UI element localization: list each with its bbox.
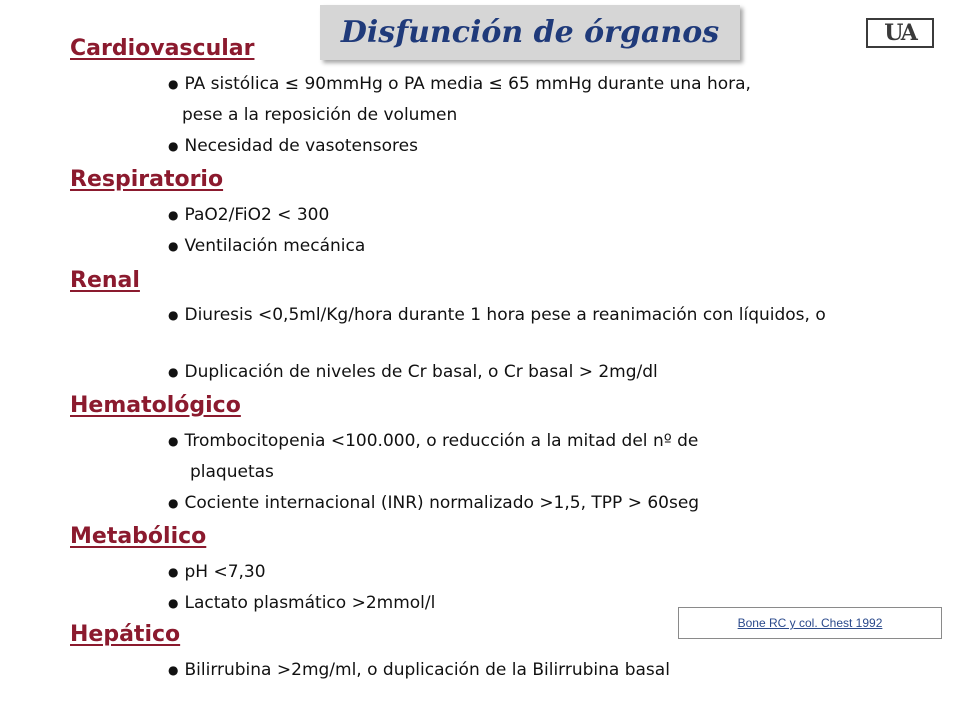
list-item: ● Cociente internacional (INR) normalizado >1,5, TPP > 60seg [168,493,700,513]
bullet-icon: ● [168,308,179,322]
section-heading-hepatico: Hepático [70,622,181,647]
bullet-icon: ● [168,208,179,222]
bullet-icon: ● [168,565,179,579]
list-item: ● Ventilación mecánica [168,236,366,256]
list-item-continuation: plaquetas [190,462,274,482]
list-item: ● Trombocitopenia <100.000, o reducción a la mitad del nº de [168,431,699,451]
list-item: ● PA sistólica ≤ 90mmHg o PA media ≤ 65 mmHg durante una hora, [168,74,751,94]
list-item: ● Necesidad de vasotensores [168,136,418,156]
list-item: ● Duplicación de niveles de Cr basal, o Cr basal > 2mg/dl [168,362,658,382]
list-item: ● pH <7,30 [168,562,266,582]
bullet-icon: ● [168,365,179,379]
slide-title: Disfunción de órganos [340,15,720,50]
section-heading-cardiovascular: Cardiovascular [70,36,255,61]
citation-box [678,607,942,639]
list-item: ● Diuresis <0,5ml/Kg/hora durante 1 hora pese a reanimación con líquidos, o [168,305,826,325]
bullet-icon: ● [168,434,179,448]
bullet-icon: ● [168,77,179,91]
section-heading-respiratorio: Respiratorio [70,167,224,192]
list-item: ● PaO2/FiO2 < 300 [168,205,330,225]
bullet-icon: ● [168,596,179,610]
bullet-icon: ● [168,496,179,510]
section-heading-renal: Renal [70,268,140,293]
list-item: ● Lactato plasmático >2mmol/l [168,593,436,613]
section-heading-hematologico: Hematológico [70,393,241,418]
list-item-continuation: pese a la reposición de volumen [182,105,458,125]
citation-text: Bone RC y col. Chest 1992 [737,616,883,630]
bullet-icon: ● [168,239,179,253]
list-item: ● Bilirrubina >2mg/ml, o duplicación de la Bilirrubina basal [168,660,670,680]
section-heading-metabolico: Metabólico [70,524,207,549]
bullet-icon: ● [168,139,179,153]
logo-text: UA [884,20,916,46]
bullet-icon: ● [168,663,179,677]
